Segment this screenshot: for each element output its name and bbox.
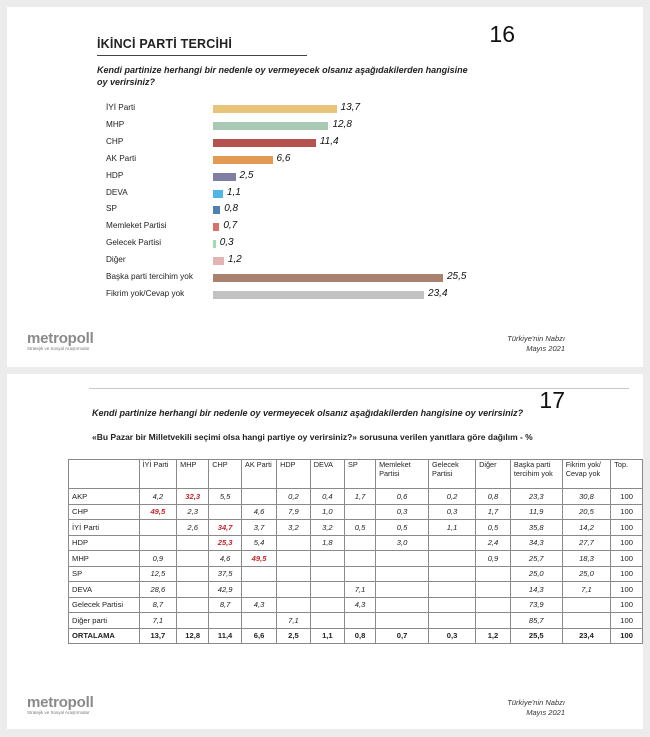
table-cell <box>476 566 511 582</box>
table-cell: 49,5 <box>241 551 276 567</box>
table-cell <box>476 613 511 629</box>
bar-value-label: 13,7 <box>340 102 361 113</box>
row-label: HDP <box>69 535 140 551</box>
table-cell: 11,4 <box>209 628 242 644</box>
bar <box>213 274 443 282</box>
bar-value-label: 0,8 <box>224 203 239 215</box>
bar <box>213 173 236 181</box>
table-cell: 13,7 <box>139 628 177 644</box>
table-cell <box>310 613 344 629</box>
bar-label: DEVA <box>106 187 128 197</box>
table-cell: 100 <box>611 535 643 551</box>
table-cell <box>376 613 429 629</box>
table-cell: 0,8 <box>345 628 376 644</box>
source-line-2: Mayıs 2021 <box>526 344 565 353</box>
table-cell: 1,8 <box>310 535 344 551</box>
bar <box>213 257 224 265</box>
row-label: Diğer parti <box>69 613 140 629</box>
table-cell: 32,3 <box>177 489 209 505</box>
bar <box>213 190 223 198</box>
table-cell <box>209 504 242 520</box>
row-label: SP <box>69 566 140 582</box>
row-label: Gelecek Partisi <box>69 597 140 613</box>
column-header: Gelecek Partisi <box>428 460 475 489</box>
column-header: DEVA <box>310 460 344 489</box>
table-cell: 2,4 <box>476 535 511 551</box>
table-cell: 3,2 <box>277 520 311 536</box>
table-cell <box>428 535 475 551</box>
table-cell <box>476 582 511 598</box>
table-cell: 0,8 <box>476 489 511 505</box>
table-cell <box>310 566 344 582</box>
table-cell: 0,4 <box>310 489 344 505</box>
table-cell <box>177 566 209 582</box>
column-header: CHP <box>209 460 242 489</box>
table-cell: 49,5 <box>139 504 177 520</box>
column-header: Memleket Partisi <box>376 460 429 489</box>
table-cell: 25,7 <box>510 551 562 567</box>
table-cell: 1,1 <box>428 520 475 536</box>
table-cell <box>345 566 376 582</box>
table-cell: 100 <box>611 551 643 567</box>
bar <box>213 156 273 164</box>
bar-value-label: 25,5 <box>447 271 467 282</box>
table-cell <box>241 613 276 629</box>
source-line-2: Mayıs 2021 <box>526 708 565 717</box>
source-line-1: Türkiye'nin Nabzı <box>507 698 565 707</box>
logo-wordmark: metropoll <box>27 694 94 711</box>
bar-label: Diğer <box>106 255 126 265</box>
table-cell: 42,9 <box>209 582 242 598</box>
table-cell: 100 <box>611 489 643 505</box>
bar-value-label: 1,2 <box>227 254 242 266</box>
table-cell <box>562 613 611 629</box>
logo-tagline: Stratejik ve Sosyal Araştırmalar <box>27 710 90 715</box>
table-cell <box>277 582 311 598</box>
metropoll-logo <box>27 330 94 351</box>
table-header-row <box>69 460 643 489</box>
table-cell: 0,7 <box>376 628 429 644</box>
table-cell: 100 <box>611 582 643 598</box>
table-cell <box>177 535 209 551</box>
column-header: AK Parti <box>241 460 276 489</box>
table-cell: 25,5 <box>510 628 562 644</box>
table-cell <box>345 535 376 551</box>
table-cell: 0,2 <box>277 489 311 505</box>
table-cell: 5,5 <box>209 489 242 505</box>
table-row <box>69 504 643 520</box>
bar <box>213 240 216 248</box>
table-cell: 0,3 <box>428 504 475 520</box>
row-label: ORTALAMA <box>69 628 140 644</box>
bar-value-label: 2,5 <box>239 169 254 181</box>
column-header: Top. <box>611 460 643 489</box>
table-cell: 11,9 <box>510 504 562 520</box>
table-cell <box>209 613 242 629</box>
table-average-row <box>69 628 643 644</box>
table-row <box>69 535 643 551</box>
slide-17 <box>7 374 643 729</box>
bar-label: Başka parti tercihim yok <box>106 272 193 281</box>
table-cell: 3,7 <box>241 520 276 536</box>
table-row <box>69 489 643 505</box>
bar-value-label: 12,8 <box>332 118 352 130</box>
table-cell <box>562 597 611 613</box>
row-label: MHP <box>69 551 140 567</box>
table-cell: 4,3 <box>345 597 376 613</box>
table-cell: 1,7 <box>476 504 511 520</box>
table-cell <box>376 597 429 613</box>
bar <box>213 105 337 113</box>
table-cell <box>277 566 311 582</box>
table-cell: 12,8 <box>177 628 209 644</box>
table-cell: 3,2 <box>310 520 344 536</box>
bar-value-label: 0,3 <box>219 237 234 249</box>
table-cell: 4,6 <box>209 551 242 567</box>
bar-label: SP <box>106 204 117 214</box>
table-cell: 7,1 <box>139 613 177 629</box>
table-cell: 1,2 <box>476 628 511 644</box>
table-cell: 1,7 <box>345 489 376 505</box>
table-cell: 100 <box>611 613 643 629</box>
column-header: MHP <box>177 460 209 489</box>
bar-label: MHP <box>106 119 125 129</box>
table-cell: 1,1 <box>310 628 344 644</box>
table-cell <box>376 582 429 598</box>
column-header: İYİ Parti <box>139 460 177 489</box>
logo-tagline: Stratejik ve Sosyal Araştırmalar <box>27 346 90 351</box>
table-row <box>69 582 643 598</box>
slide-title: İKİNCİ PARTİ TERCİHİ <box>97 37 233 51</box>
table-cell: 34,7 <box>209 520 242 536</box>
table-cell <box>310 582 344 598</box>
page-number: 17 <box>539 387 565 413</box>
table-cell <box>310 597 344 613</box>
question-line-1: Kendi partinize herhangi bir nedenle oy vermeyecek olsanız aşağıdakilerden hangisine <box>97 65 468 75</box>
table-cell <box>177 613 209 629</box>
column-header: Diğer <box>476 460 511 489</box>
table-row <box>69 566 643 582</box>
table-cell <box>428 566 475 582</box>
bar-value-label: 6,6 <box>276 152 291 164</box>
table-cell <box>345 613 376 629</box>
table-cell: 34,3 <box>510 535 562 551</box>
table-cell: 35,8 <box>510 520 562 536</box>
table-row <box>69 520 643 536</box>
table-cell <box>345 551 376 567</box>
table-cell: 28,6 <box>139 582 177 598</box>
table-cell: 8,7 <box>209 597 242 613</box>
slide-title-underline <box>97 35 307 56</box>
bar <box>213 139 316 147</box>
table-cell: 8,7 <box>139 597 177 613</box>
slide-16 <box>7 7 643 367</box>
column-header: Fikrim yok/ Cevap yok <box>562 460 611 489</box>
table-cell: 25,0 <box>510 566 562 582</box>
crosstab-table <box>68 459 643 644</box>
table-cell: 0,9 <box>139 551 177 567</box>
table-cell <box>177 597 209 613</box>
page-number: 16 <box>489 21 515 47</box>
table-cell: 25,3 <box>209 535 242 551</box>
bar-value-label: 23,4 <box>428 287 448 299</box>
bar-label: Memleket Partisi <box>106 221 167 231</box>
table-cell: 20,5 <box>562 504 611 520</box>
table-cell <box>345 504 376 520</box>
table-cell <box>241 489 276 505</box>
table-cell: 85,7 <box>510 613 562 629</box>
table-cell: 12,5 <box>139 566 177 582</box>
table-cell <box>277 597 311 613</box>
table-cell <box>177 582 209 598</box>
table-cell: 100 <box>611 504 643 520</box>
row-label: İYİ Parti <box>69 520 140 536</box>
column-header: SP <box>345 460 376 489</box>
table-cell: 0,9 <box>476 551 511 567</box>
table-cell: 14,2 <box>562 520 611 536</box>
table-cell: 7,1 <box>562 582 611 598</box>
source-note <box>507 698 565 718</box>
table-cell: 23,3 <box>510 489 562 505</box>
table-body <box>69 489 643 644</box>
table-cell: 18,3 <box>562 551 611 567</box>
table-cell: 6,6 <box>241 628 276 644</box>
table-cell: 30,8 <box>562 489 611 505</box>
table-cell: 5,4 <box>241 535 276 551</box>
bar <box>213 206 220 214</box>
table-cell <box>177 551 209 567</box>
table-cell: 100 <box>611 597 643 613</box>
table-cell: 2,3 <box>177 504 209 520</box>
table-cell <box>428 582 475 598</box>
table-cell: 0,6 <box>376 489 429 505</box>
row-label: AKP <box>69 489 140 505</box>
question-line-2: oy verirsiniz? <box>97 77 156 87</box>
table-cell: 3,0 <box>376 535 429 551</box>
table-cell: 2,6 <box>177 520 209 536</box>
table-row <box>69 597 643 613</box>
table-cell <box>376 566 429 582</box>
table-cell: 7,1 <box>345 582 376 598</box>
table-cell <box>241 566 276 582</box>
metropoll-logo <box>27 694 94 715</box>
row-label: DEVA <box>69 582 140 598</box>
table-cell: 14,3 <box>510 582 562 598</box>
table-row <box>69 551 643 567</box>
table-cell: 23,4 <box>562 628 611 644</box>
bar-label: İYİ Parti <box>106 103 136 112</box>
table-cell: 25,0 <box>562 566 611 582</box>
table-cell: 7,9 <box>277 504 311 520</box>
table-cell: 4,6 <box>241 504 276 520</box>
table-cell: 0,2 <box>428 489 475 505</box>
question-line-2: «Bu Pazar bir Milletvekili seçimi olsa hangi partiye oy verirsiniz?» sorusuna verilen yanıtlara göre dağılım - % <box>92 432 533 442</box>
bar <box>213 291 424 299</box>
table-cell: 0,3 <box>428 628 475 644</box>
table-cell <box>428 613 475 629</box>
bar <box>213 223 219 231</box>
table-cell: 2,5 <box>277 628 311 644</box>
table-cell: 4,3 <box>241 597 276 613</box>
bar-value-label: 0,7 <box>223 220 238 232</box>
table-cell <box>277 535 311 551</box>
table-cell: 100 <box>611 520 643 536</box>
table-cell: 73,9 <box>510 597 562 613</box>
table-cell: 0,5 <box>476 520 511 536</box>
bar-label: AK Parti <box>106 153 137 163</box>
source-note <box>507 334 565 354</box>
table-cell: 1,0 <box>310 504 344 520</box>
bar <box>213 122 328 130</box>
column-header: Başka parti tercihim yok <box>510 460 562 489</box>
bar-label: Gelecek Partisi <box>106 238 162 248</box>
row-label: CHP <box>69 504 140 520</box>
table-cell <box>277 551 311 567</box>
table-cell <box>428 597 475 613</box>
table-cell: 0,5 <box>345 520 376 536</box>
question-line-1: Kendi partinize herhangi bir nedenle oy vermeyecek olsanız aşağıdakilerden hangisine oy verirsiniz? <box>92 408 524 418</box>
table-cell: 100 <box>611 628 643 644</box>
table-cell <box>139 535 177 551</box>
table-cell: 27,7 <box>562 535 611 551</box>
bar-label: CHP <box>106 136 124 146</box>
source-line-1: Türkiye'nin Nabzı <box>507 334 565 343</box>
table-cell: 4,2 <box>139 489 177 505</box>
table-cell: 0,3 <box>376 504 429 520</box>
table-cell <box>139 520 177 536</box>
table-cell: 100 <box>611 566 643 582</box>
bar-value-label: 1,1 <box>226 186 241 198</box>
table-row <box>69 613 643 629</box>
table-cell <box>241 582 276 598</box>
bar-label: HDP <box>106 170 124 180</box>
question-text <box>97 64 468 88</box>
table-cell <box>476 597 511 613</box>
table-cell: 0,5 <box>376 520 429 536</box>
table-cell <box>310 551 344 567</box>
table-cell: 7,1 <box>277 613 311 629</box>
bar-label: Fikrim yok/Cevap yok <box>106 288 185 298</box>
logo-wordmark: metropoll <box>27 330 94 347</box>
table-corner-cell <box>69 460 140 489</box>
table-cell <box>428 551 475 567</box>
table-cell: 37,5 <box>209 566 242 582</box>
table-cell <box>376 551 429 567</box>
bar-value-label: 11,4 <box>319 135 339 147</box>
column-header: HDP <box>277 460 311 489</box>
